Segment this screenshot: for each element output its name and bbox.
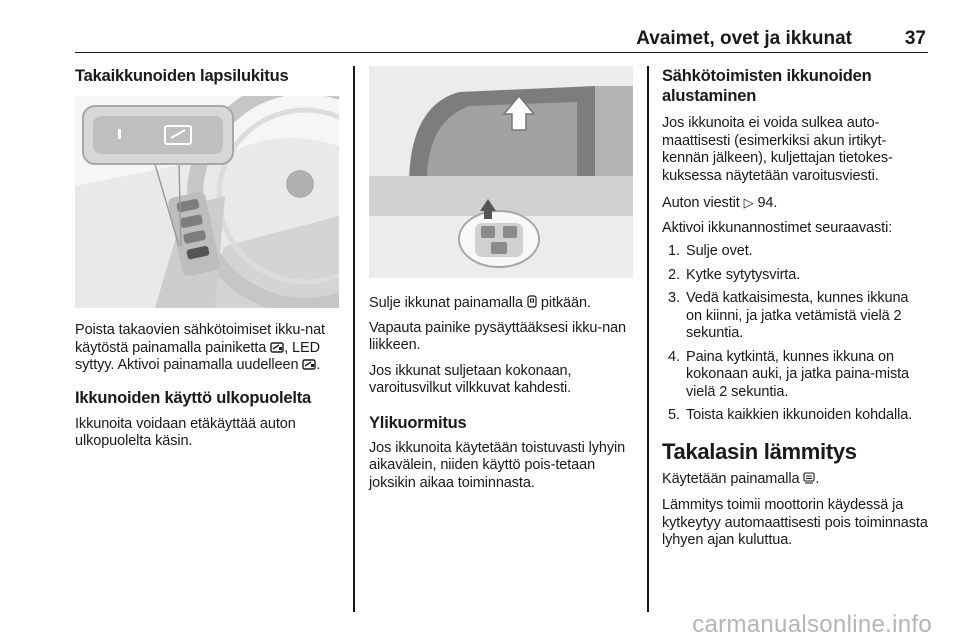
child-lock-figure <box>75 96 339 308</box>
paragraph: Poista takaovien sähkötoimiset ikku-nat käytöstä painamalla painiketta , LED syttyy. Aktivoi painamalla uudelleen . <box>75 322 325 373</box>
paragraph: Jos ikkunat suljetaan kokonaan, varoitusvilkut vilkkuvat kahdesti. <box>369 362 572 396</box>
rear-window-heating-icon <box>803 472 815 484</box>
key-lock-icon <box>527 295 537 308</box>
header-title: Avaimet, ovet ja ikkunat <box>636 28 852 49</box>
arrow-reference-icon: ▷ <box>743 195 754 210</box>
paragraph: Vapauta painike pysäyttääksesi ikku-nan liikkeen. <box>369 319 626 353</box>
paragraph: Ikkunoita voidaan etäkäyttää auton ulkopuolelta käsin. <box>75 415 296 449</box>
section-heading: Takaikkunoiden lapsilukitus <box>75 67 289 85</box>
list-item: 1. Sulje ovet. <box>668 243 753 259</box>
section-heading: Sähkötoimisten ikkunoiden alustaminen <box>662 67 872 105</box>
paragraph: Käytetään painamalla . <box>662 470 820 487</box>
steps-list <box>662 243 928 425</box>
column-1 <box>75 66 343 451</box>
column-3 <box>662 66 928 550</box>
paragraph: Jos ikkunoita ei voida sulkea auto-maattisesti (esimerkiksi akun irtikyt-kennän jälkeen), kuljettajan tietokes-kuksessa näytetään varoitusviesti. <box>662 115 893 184</box>
window-lock-icon <box>302 358 316 370</box>
paragraph: Auton viestit ▷ 94. <box>662 195 778 211</box>
remote-window-close-figure <box>369 66 633 278</box>
paragraph: Sulje ikkunat painamalla pitkään. <box>369 295 591 311</box>
column-2 <box>369 66 635 492</box>
section-heading: Takalasin lämmitys <box>662 438 857 464</box>
section-heading: Ikkunoiden käyttö ulkopuolelta <box>75 388 312 407</box>
column-divider <box>647 66 649 612</box>
list-item: 2. Kytke sytytysvirta. <box>668 266 801 283</box>
cross-reference-link[interactable]: 94. <box>757 195 778 211</box>
page-header <box>75 24 928 53</box>
column-divider <box>353 66 355 612</box>
list-item: 3. Vedä katkaisimesta, kunnes ikkuna on kiinni, ja jatka vetämistä vielä 2 sekuntia. <box>668 290 909 341</box>
paragraph: Aktivoi ikkunannostimet seuraavasti: <box>662 219 893 236</box>
section-heading: Ylikuormitus <box>369 413 467 432</box>
page-number: 37 <box>904 28 926 49</box>
list-item: 4. Paina kytkintä, kunnes ikkuna on kokonaan auki, ja jatka paina-mista vielä 2 sekuntia. <box>668 348 909 400</box>
window-lock-icon <box>270 341 284 353</box>
paragraph: Lämmitys toimii moottorin käydessä ja kytkeytyy automaattisesti pois toiminnasta lyhyen ajan kuluttua. <box>662 497 928 548</box>
list-item: 5. Toista kaikkien ikkunoiden kohdalla. <box>668 407 913 423</box>
watermark: carmanualsonline.info <box>692 611 932 638</box>
paragraph: Jos ikkunoita käytetään toistuvasti lyhyin aikavälein, niiden käyttö pois-tetaan joksikin aikaa toiminnasta. <box>369 439 626 491</box>
